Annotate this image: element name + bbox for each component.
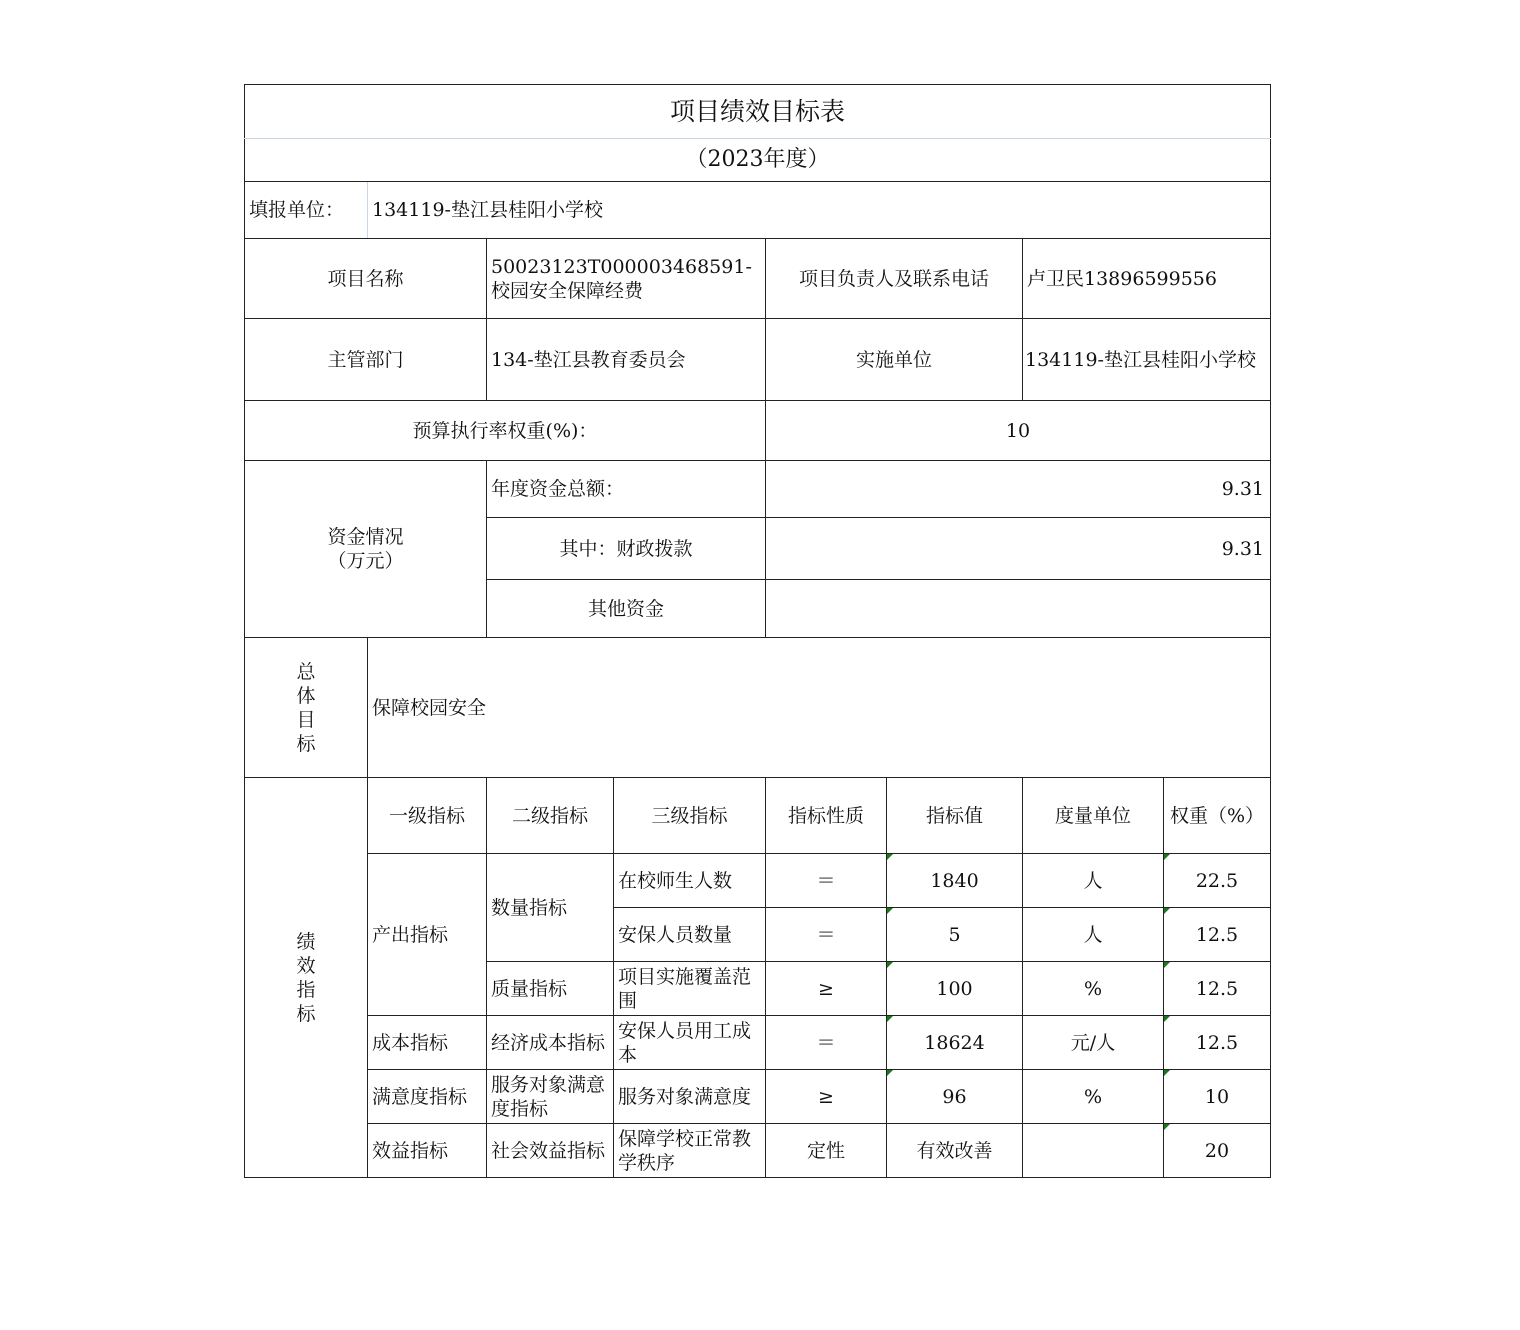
budget-rate-value: 10 xyxy=(766,401,1271,461)
impl-label: 实施单位 xyxy=(766,319,1023,401)
nature-cell: ＝ xyxy=(766,1016,887,1070)
level1-satisfaction: 满意度指标 xyxy=(368,1070,487,1124)
goal-value: 保障校园安全 xyxy=(368,638,1271,778)
level3-cell: 安保人员用工成本 xyxy=(614,1016,766,1070)
perf-label: 绩 效 指 标 xyxy=(245,778,368,1178)
funds-label-line2: （万元） xyxy=(327,550,404,572)
unit-cell: 人 xyxy=(1023,854,1164,908)
unit-value: 134119-垫江县桂阳小学校 xyxy=(368,182,1271,239)
nature-cell: ≥ xyxy=(766,962,887,1016)
unit-cell xyxy=(1023,1124,1164,1178)
header-value: 指标值 xyxy=(887,778,1023,854)
weight-cell: 12.5 xyxy=(1164,962,1271,1016)
weight-cell: 20 xyxy=(1164,1124,1271,1178)
level2-service-satisfaction: 服务对象满意度指标 xyxy=(487,1070,614,1124)
level2-social-benefit: 社会效益指标 xyxy=(487,1124,614,1178)
weight-cell: 12.5 xyxy=(1164,908,1271,962)
weight-cell: 10 xyxy=(1164,1070,1271,1124)
header-level1: 一级指标 xyxy=(368,778,487,854)
unit-cell: % xyxy=(1023,1070,1164,1124)
header-nature: 指标性质 xyxy=(766,778,887,854)
weight-cell: 22.5 xyxy=(1164,854,1271,908)
value-cell: 96 xyxy=(887,1070,1023,1124)
nature-cell: ＝ xyxy=(766,854,887,908)
performance-target-table xyxy=(244,84,1271,1178)
dept-value: 134-垫江县教育委员会 xyxy=(487,319,766,401)
level1-cost: 成本指标 xyxy=(368,1016,487,1070)
level3-cell: 保障学校正常教学秩序 xyxy=(614,1124,766,1178)
project-name-value: 50023123T000003468591-校园安全保障经费 xyxy=(487,239,766,319)
table-row xyxy=(245,1070,1271,1124)
table-title: 项目绩效目标表 xyxy=(245,85,1271,139)
unit-cell: % xyxy=(1023,962,1164,1016)
value-cell: 100 xyxy=(887,962,1023,1016)
level3-cell: 在校师生人数 xyxy=(614,854,766,908)
unit-cell: 人 xyxy=(1023,908,1164,962)
table-row xyxy=(245,1016,1271,1070)
level3-cell: 项目实施覆盖范围 xyxy=(614,962,766,1016)
table-row xyxy=(245,1124,1271,1178)
nature-cell: 定性 xyxy=(766,1124,887,1178)
annual-total-label: 年度资金总额： xyxy=(487,461,766,518)
level3-cell: 服务对象满意度 xyxy=(614,1070,766,1124)
dept-label: 主管部门 xyxy=(245,319,487,401)
level2-quantity: 数量指标 xyxy=(487,854,614,962)
header-level3: 三级指标 xyxy=(614,778,766,854)
value-cell: 5 xyxy=(887,908,1023,962)
unit-label: 填报单位： xyxy=(245,182,368,239)
impl-value: 134119-垫江县桂阳小学校 xyxy=(1023,319,1271,401)
other-label: 其他资金 xyxy=(487,580,766,638)
table-row xyxy=(245,854,1271,908)
nature-cell: ≥ xyxy=(766,1070,887,1124)
contact-label: 项目负责人及联系电话 xyxy=(766,239,1023,319)
project-name-label: 项目名称 xyxy=(245,239,487,319)
unit-cell: 元/人 xyxy=(1023,1016,1164,1070)
level3-cell: 安保人员数量 xyxy=(614,908,766,962)
annual-total-value: 9.31 xyxy=(766,461,1271,518)
table-subtitle: （2023年度） xyxy=(245,139,1271,182)
level1-benefit: 效益指标 xyxy=(368,1124,487,1178)
fiscal-value: 9.31 xyxy=(766,518,1271,580)
level1-output: 产出指标 xyxy=(368,854,487,1016)
goal-label: 总 体 目 标 xyxy=(245,638,368,778)
contact-value: 卢卫民13896599556 xyxy=(1023,239,1271,319)
other-value xyxy=(766,580,1271,638)
funds-label xyxy=(245,461,487,638)
header-level2: 二级指标 xyxy=(487,778,614,854)
fiscal-label: 其中：财政拨款 xyxy=(487,518,766,580)
nature-cell: ＝ xyxy=(766,908,887,962)
funds-label-line1: 资金情况 xyxy=(327,526,404,548)
level2-economic-cost: 经济成本指标 xyxy=(487,1016,614,1070)
value-cell: 有效改善 xyxy=(887,1124,1023,1178)
header-weight: 权重（%） xyxy=(1164,778,1271,854)
budget-rate-label: 预算执行率权重(%)： xyxy=(245,401,766,461)
level2-quality: 质量指标 xyxy=(487,962,614,1016)
header-unit: 度量单位 xyxy=(1023,778,1164,854)
weight-cell: 12.5 xyxy=(1164,1016,1271,1070)
value-cell: 18624 xyxy=(887,1016,1023,1070)
value-cell: 1840 xyxy=(887,854,1023,908)
